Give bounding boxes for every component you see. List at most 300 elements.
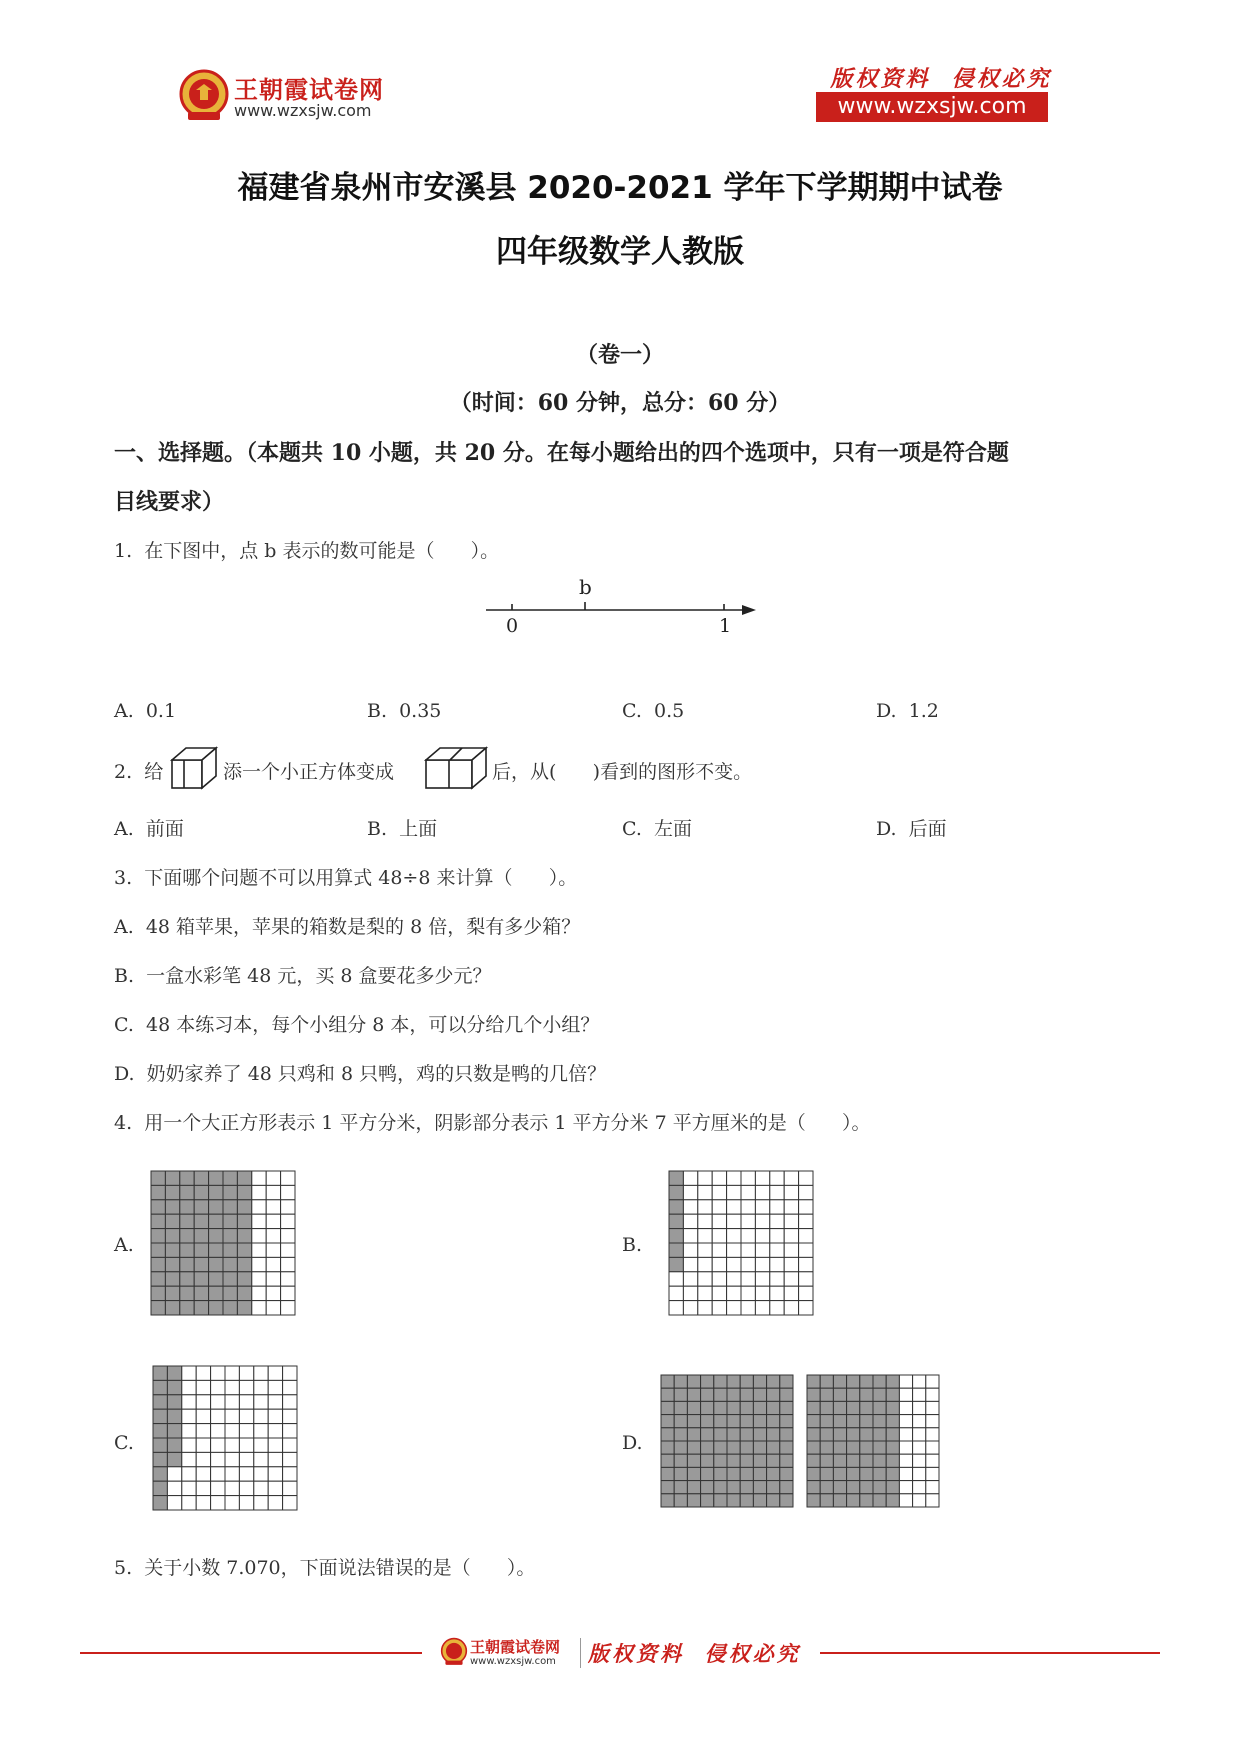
grid-cell — [741, 1272, 755, 1286]
q2-middle: 添一个小正方体变成 — [223, 761, 395, 783]
grid-cell — [223, 1286, 237, 1300]
grid-cell — [165, 1214, 179, 1228]
grid-cell — [254, 1452, 268, 1466]
grid-cell — [211, 1366, 225, 1380]
grid-cell — [266, 1272, 280, 1286]
grid-cell — [847, 1388, 860, 1401]
grid-cell — [727, 1401, 740, 1414]
grid-cell — [740, 1428, 753, 1441]
grid-cell — [873, 1428, 886, 1441]
grid-cell — [225, 1467, 239, 1481]
grid-cell — [784, 1171, 798, 1185]
grid-cell — [712, 1229, 726, 1243]
header-slogan: 版权资料 侵权必究 — [830, 66, 1052, 92]
grid-cell — [833, 1467, 846, 1480]
grid-cell — [281, 1200, 295, 1214]
grid-cell — [223, 1171, 237, 1185]
grid-cell — [237, 1185, 251, 1199]
grid-cell — [899, 1401, 912, 1414]
grid-cell — [847, 1375, 860, 1388]
grid-cell — [167, 1481, 181, 1495]
grid-cell — [698, 1214, 712, 1228]
grid-cell — [770, 1200, 784, 1214]
logo-url[interactable]: www.wzxsjw.com — [234, 101, 372, 120]
grid-cell — [674, 1467, 687, 1480]
grid-cell — [807, 1441, 820, 1454]
grid-cell — [266, 1171, 280, 1185]
grid-cell — [741, 1214, 755, 1228]
grid-cell — [683, 1272, 697, 1286]
grid-cell — [755, 1272, 769, 1286]
grid-cell — [211, 1424, 225, 1438]
q4-option-c-label[interactable]: C. — [114, 1432, 134, 1454]
grid-cell — [701, 1441, 714, 1454]
grid-cell — [268, 1467, 282, 1481]
grid-cell — [687, 1388, 700, 1401]
grid-cell — [225, 1395, 239, 1409]
grid-cell — [847, 1441, 860, 1454]
grid-cell — [820, 1494, 833, 1507]
grid-cell — [196, 1452, 210, 1466]
grid-cell — [767, 1375, 780, 1388]
grid-cell — [807, 1494, 820, 1507]
grid-cell — [740, 1415, 753, 1428]
grid-cell — [687, 1401, 700, 1414]
grid-cell — [194, 1229, 208, 1243]
grid-cell — [860, 1375, 873, 1388]
grid-cell — [683, 1286, 697, 1300]
grid-cell — [727, 1481, 740, 1494]
grid-cell — [180, 1185, 194, 1199]
grid-cell — [669, 1243, 683, 1257]
grid-cell — [698, 1301, 712, 1315]
grid-cell — [151, 1272, 165, 1286]
grid-cell — [196, 1424, 210, 1438]
grid-cell — [899, 1428, 912, 1441]
grid-cell — [740, 1454, 753, 1467]
grid-cell — [767, 1428, 780, 1441]
grid-cell — [780, 1388, 793, 1401]
grid-cell — [727, 1301, 741, 1315]
grid-cell — [886, 1401, 899, 1414]
grid-cell — [674, 1481, 687, 1494]
grid-cell — [753, 1415, 766, 1428]
grid-cell — [755, 1171, 769, 1185]
grid-cell — [926, 1481, 939, 1494]
grid-cell — [767, 1388, 780, 1401]
grid-cell — [209, 1243, 223, 1257]
grid-cell — [209, 1214, 223, 1228]
grid-cell — [151, 1229, 165, 1243]
grid-cell — [252, 1272, 266, 1286]
grid-cell — [712, 1214, 726, 1228]
grid-cell — [740, 1401, 753, 1414]
grid-cell — [268, 1424, 282, 1438]
grid-cell — [683, 1229, 697, 1243]
grid-cell — [753, 1375, 766, 1388]
footer-emblem-icon — [440, 1637, 468, 1667]
grid-cell — [153, 1467, 167, 1481]
grid-cell — [926, 1401, 939, 1414]
grid-cell — [687, 1467, 700, 1480]
q4-grid-a[interactable] — [150, 1170, 296, 1316]
grid-cell — [698, 1286, 712, 1300]
grid-cell — [225, 1424, 239, 1438]
grid-cell — [873, 1441, 886, 1454]
q4-option-b-label[interactable]: B. — [622, 1234, 643, 1256]
grid-cell — [151, 1243, 165, 1257]
grid-cell — [283, 1496, 297, 1510]
grid-cell — [281, 1171, 295, 1185]
grid-cell — [266, 1200, 280, 1214]
grid-cell — [196, 1395, 210, 1409]
grid-cell — [714, 1428, 727, 1441]
header-url-box[interactable]: www.wzxsjw.com — [816, 92, 1048, 122]
q3-option-b[interactable]: B. 一盒水彩笔 48 元，买 8 盒要花多少元？ — [114, 965, 492, 987]
grid-cell — [266, 1301, 280, 1315]
grid-cell — [698, 1243, 712, 1257]
grid-cell — [701, 1401, 714, 1414]
q4-option-d-label[interactable]: D. — [622, 1432, 643, 1454]
grid-cell — [266, 1243, 280, 1257]
grid-cell — [211, 1481, 225, 1495]
grid-cell — [913, 1454, 926, 1467]
grid-cell — [194, 1200, 208, 1214]
grid-cell — [714, 1454, 727, 1467]
grid-cell — [833, 1375, 846, 1388]
grid-cell — [266, 1286, 280, 1300]
grid-cell — [283, 1438, 297, 1452]
grid-cell — [194, 1257, 208, 1271]
q4-grid-b[interactable] — [668, 1170, 814, 1316]
q1-option-a[interactable]: A. 0.1 — [114, 700, 177, 722]
grid-cell — [196, 1366, 210, 1380]
grid-cell — [860, 1388, 873, 1401]
grid-cell — [225, 1409, 239, 1423]
grid-cell — [237, 1200, 251, 1214]
grid-cell — [165, 1257, 179, 1271]
grid-cell — [165, 1171, 179, 1185]
grid-cell — [741, 1257, 755, 1271]
q3-option-d[interactable]: D. 奶奶家养了 48 只鸡和 8 只鸭，鸡的只数是鸭的几倍？ — [114, 1063, 607, 1085]
grid-cell — [807, 1401, 820, 1414]
q2-option-a[interactable]: A. 前面 — [114, 818, 184, 840]
grid-cell — [661, 1388, 674, 1401]
grid-cell — [740, 1375, 753, 1388]
grid-cell — [194, 1272, 208, 1286]
grid-cell — [239, 1496, 253, 1510]
grid-cell — [268, 1496, 282, 1510]
label-b: b — [579, 575, 592, 599]
number-line-arrow — [742, 605, 756, 615]
footer-logo-url[interactable]: www.wzxsjw.com — [470, 1656, 556, 1667]
grid-cell — [153, 1481, 167, 1495]
grid-cell — [661, 1494, 674, 1507]
grid-cell — [913, 1494, 926, 1507]
grid-cell — [237, 1257, 251, 1271]
grid-cell — [860, 1467, 873, 1480]
grid-cell — [767, 1401, 780, 1414]
grid-cell — [151, 1257, 165, 1271]
q1-option-d[interactable]: D. 1.2 — [876, 700, 939, 722]
grid-cell — [926, 1388, 939, 1401]
grid-cell — [674, 1454, 687, 1467]
grid-cell — [740, 1467, 753, 1480]
q2-suffix: 后，从( )看到的图形不变。 — [492, 761, 753, 783]
grid-cell — [698, 1272, 712, 1286]
grid-cell — [860, 1494, 873, 1507]
grid-cell — [153, 1366, 167, 1380]
q4-grid-d1[interactable] — [660, 1374, 794, 1508]
grid-cell — [727, 1494, 740, 1507]
grid-cell — [194, 1286, 208, 1300]
grid-cell — [767, 1454, 780, 1467]
section1-heading: 一、选择题。（本题共 10 小题，共 20 分。在每小题给出的四个选项中，只有一项是符合题 — [114, 440, 1009, 466]
grid-cell — [182, 1438, 196, 1452]
grid-cell — [209, 1301, 223, 1315]
grid-cell — [283, 1452, 297, 1466]
grid-cell — [770, 1229, 784, 1243]
grid-cell — [237, 1171, 251, 1185]
grid-cell — [266, 1185, 280, 1199]
grid-cell — [674, 1441, 687, 1454]
grid-cell — [268, 1481, 282, 1495]
q1-number-line — [480, 572, 760, 638]
grid-cell — [727, 1272, 741, 1286]
grid-cell — [223, 1301, 237, 1315]
grid-cell — [252, 1229, 266, 1243]
footer-slogan: 版权资料 侵权必究 — [588, 1641, 801, 1666]
grid-cell — [674, 1494, 687, 1507]
grid-cell — [182, 1496, 196, 1510]
grid-cell — [283, 1481, 297, 1495]
grid-cell — [239, 1395, 253, 1409]
grid-cell — [237, 1243, 251, 1257]
grid-cell — [780, 1401, 793, 1414]
grid-cell — [661, 1415, 674, 1428]
grid-cell — [926, 1467, 939, 1480]
grid-cell — [886, 1441, 899, 1454]
grid-cell — [661, 1441, 674, 1454]
grid-cell — [252, 1185, 266, 1199]
grid-cell — [237, 1272, 251, 1286]
grid-cell — [165, 1272, 179, 1286]
label-0: 0 — [506, 615, 519, 637]
q2-option-b[interactable]: B. 上面 — [367, 818, 438, 840]
grid-cell — [753, 1428, 766, 1441]
grid-cell — [196, 1438, 210, 1452]
grid-cell — [252, 1171, 266, 1185]
grid-cell — [239, 1424, 253, 1438]
grid-cell — [741, 1200, 755, 1214]
grid-cell — [807, 1481, 820, 1494]
grid-cell — [886, 1454, 899, 1467]
grid-cell — [714, 1481, 727, 1494]
grid-cell — [784, 1243, 798, 1257]
grid-cell — [701, 1415, 714, 1428]
grid-cell — [727, 1388, 740, 1401]
q1-option-b[interactable]: B. 0.35 — [367, 700, 442, 722]
emblem-icon — [178, 68, 230, 124]
grid-cell — [698, 1257, 712, 1271]
grid-cell — [886, 1428, 899, 1441]
grid-cell — [182, 1481, 196, 1495]
grid-cell — [153, 1496, 167, 1510]
grid-cell — [701, 1467, 714, 1480]
grid-cell — [196, 1380, 210, 1394]
grid-cell — [266, 1229, 280, 1243]
grid-cell — [194, 1243, 208, 1257]
grid-cell — [727, 1286, 741, 1300]
grid-cell — [211, 1409, 225, 1423]
grid-cell — [727, 1441, 740, 1454]
grid-cell — [886, 1375, 899, 1388]
grid-cell — [712, 1286, 726, 1300]
grid-cell — [780, 1441, 793, 1454]
grid-cell — [833, 1481, 846, 1494]
grid-cell — [860, 1401, 873, 1414]
section1-heading-cont: 目线要求） — [114, 489, 225, 515]
grid-cell — [755, 1301, 769, 1315]
grid-cell — [683, 1214, 697, 1228]
grid-cell — [167, 1409, 181, 1423]
grid-cell — [239, 1481, 253, 1495]
grid-cell — [784, 1301, 798, 1315]
grid-cell — [784, 1272, 798, 1286]
grid-cell — [860, 1454, 873, 1467]
grid-cell — [780, 1494, 793, 1507]
grid-cell — [712, 1272, 726, 1286]
grid-cell — [281, 1214, 295, 1228]
grid-cell — [153, 1395, 167, 1409]
grid-cell — [820, 1454, 833, 1467]
grid-cell — [799, 1229, 813, 1243]
grid-cell — [669, 1200, 683, 1214]
grid-cell — [807, 1375, 820, 1388]
grid-cell — [223, 1272, 237, 1286]
q3-option-a[interactable]: A. 48 箱苹果，苹果的箱数是梨的 8 倍，梨有多少箱？ — [114, 916, 581, 938]
grid-cell — [712, 1243, 726, 1257]
q3-option-c[interactable]: C. 48 本练习本，每个小组分 8 本，可以分给几个小组？ — [114, 1014, 600, 1036]
grid-cell — [886, 1415, 899, 1428]
grid-cell — [674, 1401, 687, 1414]
grid-cell — [194, 1301, 208, 1315]
grid-cell — [799, 1257, 813, 1271]
grid-cell — [281, 1257, 295, 1271]
q3-text: 3. 下面哪个问题不可以用算式 48÷8 来计算（ ）。 — [114, 867, 578, 889]
q4-grid-d2[interactable] — [806, 1374, 940, 1508]
grid-cell — [182, 1424, 196, 1438]
grid-cell — [784, 1229, 798, 1243]
grid-cell — [727, 1200, 741, 1214]
q2-prefix: 2. 给 — [114, 761, 164, 783]
grid-cell — [683, 1243, 697, 1257]
grid-cell — [165, 1243, 179, 1257]
footer-logo-name: 王朝霞试卷网 — [470, 1638, 561, 1656]
grid-cell — [727, 1243, 741, 1257]
grid-cell — [268, 1395, 282, 1409]
grid-cell — [807, 1454, 820, 1467]
cube-three-icon — [424, 746, 490, 792]
q1-option-c[interactable]: C. 0.5 — [622, 700, 685, 722]
grid-cell — [252, 1286, 266, 1300]
grid-cell — [254, 1409, 268, 1423]
grid-cell — [913, 1428, 926, 1441]
grid-cell — [741, 1185, 755, 1199]
q2-option-d[interactable]: D. 后面 — [876, 818, 947, 840]
grid-cell — [151, 1200, 165, 1214]
grid-cell — [727, 1415, 740, 1428]
grid-cell — [741, 1286, 755, 1300]
grid-cell — [151, 1214, 165, 1228]
cube-two-icon — [170, 746, 220, 792]
grid-cell — [847, 1481, 860, 1494]
grid-cell — [223, 1185, 237, 1199]
grid-cell — [899, 1467, 912, 1480]
grid-cell — [661, 1428, 674, 1441]
grid-cell — [281, 1229, 295, 1243]
grid-cell — [268, 1409, 282, 1423]
grid-cell — [151, 1185, 165, 1199]
grid-cell — [780, 1481, 793, 1494]
grid-cell — [687, 1428, 700, 1441]
grid-cell — [237, 1229, 251, 1243]
grid-cell — [239, 1452, 253, 1466]
grid-cell — [714, 1494, 727, 1507]
q4-grid-c[interactable] — [152, 1365, 298, 1511]
q1-text: 1. 在下图中，点 b 表示的数可能是（ ）。 — [114, 540, 500, 562]
grid-cell — [741, 1171, 755, 1185]
grid-cell — [209, 1272, 223, 1286]
grid-cell — [770, 1301, 784, 1315]
grid-cell — [799, 1301, 813, 1315]
grid-cell — [674, 1388, 687, 1401]
paper-time-info: （时间：60 分钟，总分：60 分） — [449, 390, 791, 416]
grid-cell — [740, 1388, 753, 1401]
grid-cell — [674, 1428, 687, 1441]
grid-cell — [268, 1452, 282, 1466]
grid-cell — [701, 1388, 714, 1401]
grid-cell — [196, 1496, 210, 1510]
grid-cell — [780, 1375, 793, 1388]
grid-cell — [755, 1243, 769, 1257]
grid-cell — [182, 1395, 196, 1409]
grid-cell — [799, 1214, 813, 1228]
grid-cell — [209, 1171, 223, 1185]
q2-option-c[interactable]: C. 左面 — [622, 818, 692, 840]
grid-cell — [847, 1454, 860, 1467]
grid-cell — [770, 1214, 784, 1228]
grid-cell — [167, 1380, 181, 1394]
grid-cell — [701, 1481, 714, 1494]
grid-cell — [209, 1257, 223, 1271]
grid-cell — [661, 1481, 674, 1494]
grid-cell — [741, 1243, 755, 1257]
grid-cell — [180, 1171, 194, 1185]
grid-cell — [223, 1200, 237, 1214]
grid-cell — [254, 1467, 268, 1481]
title-line2: 四年级数学人教版 — [496, 234, 744, 270]
grid-cell — [194, 1214, 208, 1228]
grid-cell — [211, 1452, 225, 1466]
q4-option-a-label[interactable]: A. — [114, 1234, 134, 1256]
grid-cell — [714, 1467, 727, 1480]
grid-cell — [239, 1380, 253, 1394]
grid-cell — [753, 1441, 766, 1454]
grid-cell — [167, 1452, 181, 1466]
grid-cell — [239, 1409, 253, 1423]
grid-cell — [669, 1301, 683, 1315]
